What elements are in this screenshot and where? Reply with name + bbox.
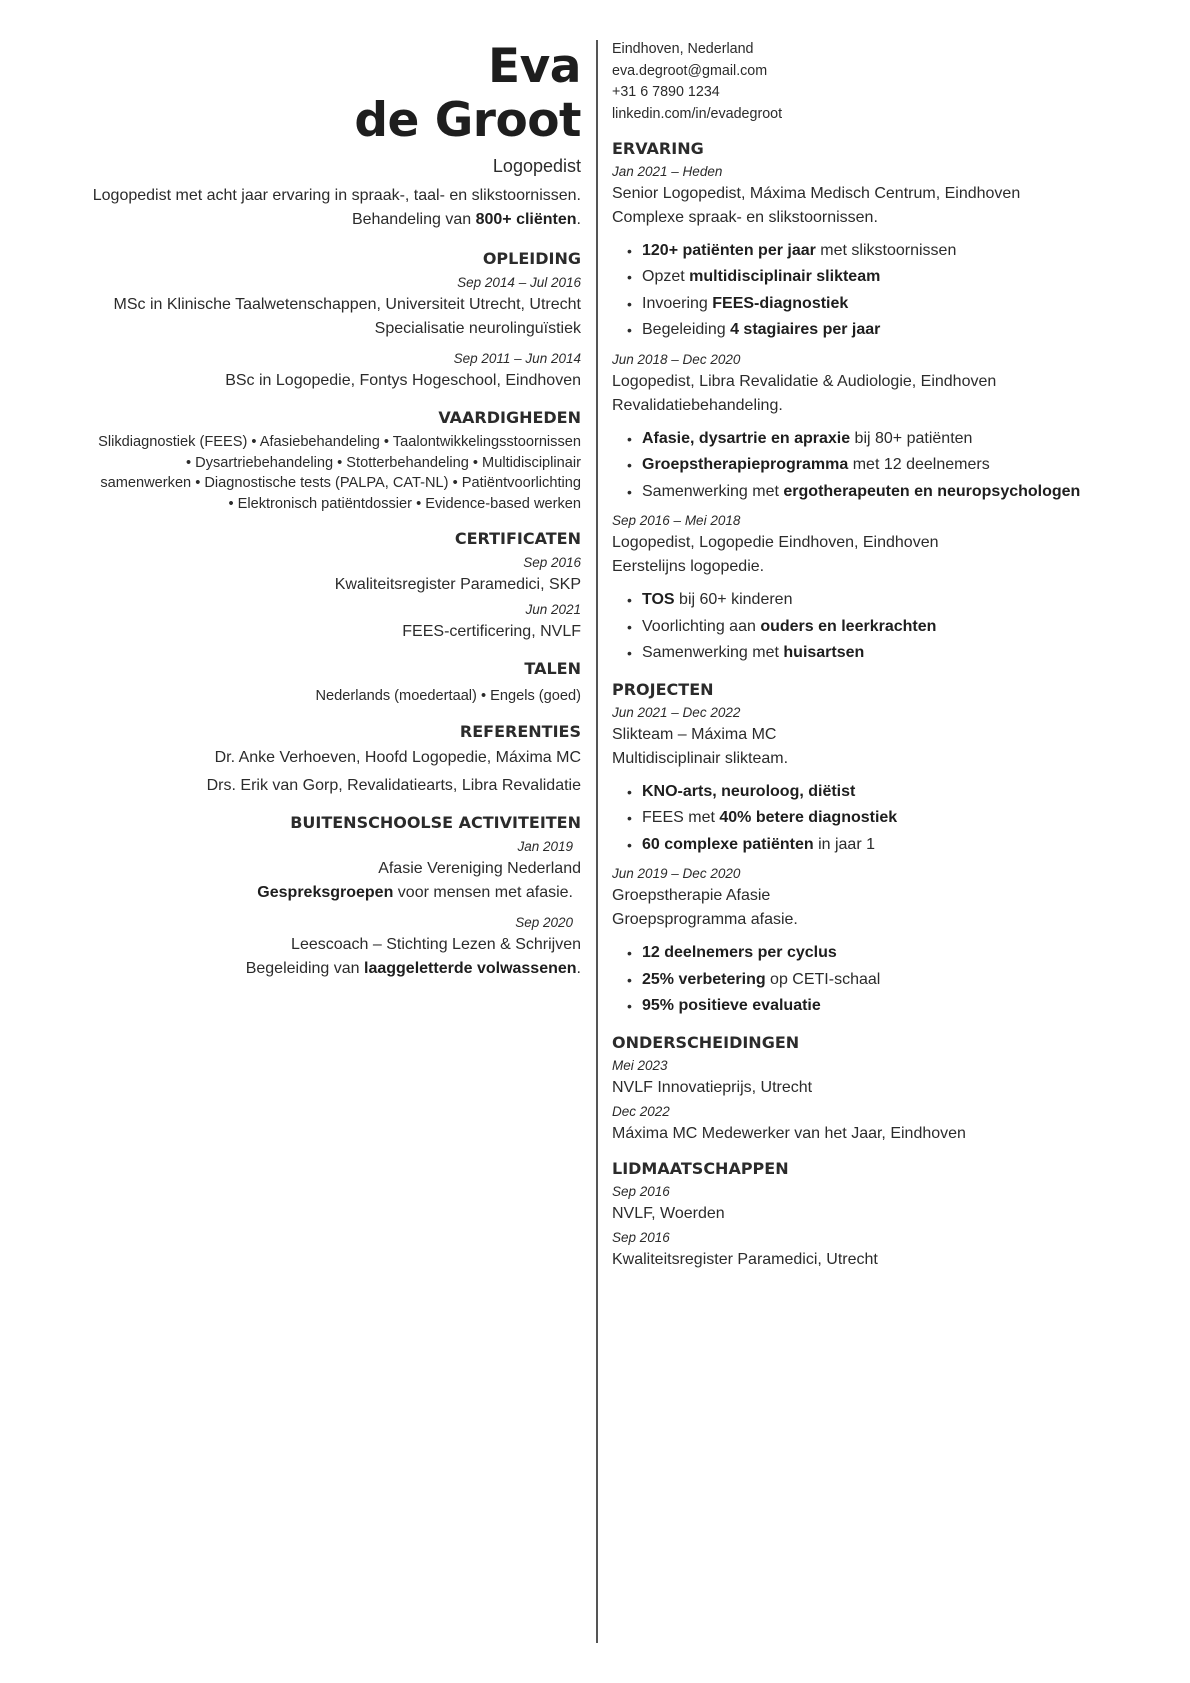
project-item [612, 703, 1172, 859]
contact-phone[interactable]: +31 6 7890 1234 [612, 84, 720, 101]
award-item [612, 1102, 1172, 1146]
reference-item: Dr. Anke Verhoeven, Hoofd Logopedie, Máxima MC [214, 748, 581, 766]
bullet-pre: Samenwerking met [642, 482, 784, 500]
bullet-item [612, 967, 1172, 994]
activity-desc-bold: Gespreksgroepen [257, 883, 394, 901]
experience-date: Sep 2016 – Mei 2018 [612, 513, 741, 529]
summary-highlight: 800+ cliënten [475, 211, 577, 228]
bullet-pre: Samenwerking met [642, 644, 784, 662]
skills-heading: VAARDIGHEDEN [438, 408, 581, 427]
certificate-item [40, 600, 581, 644]
bullet-post: met 12 deelnemers [848, 456, 990, 474]
bullet-item [612, 587, 1172, 614]
project-summary: Multidisciplinair slikteam. [612, 749, 789, 767]
bullet-item [612, 238, 1172, 265]
experience-item [612, 162, 1172, 344]
skills-line: • Elektronisch patiëntdossier • Evidence-based werken [228, 495, 581, 512]
certificates-heading: CERTIFICATEN [454, 529, 581, 548]
activity-item [40, 837, 581, 905]
bullet-bold: Afasie, dysartrie en apraxie [642, 429, 851, 447]
summary-end: . [576, 211, 581, 228]
first-name: Eva [488, 39, 581, 94]
bullet-pre: Invoering [642, 294, 713, 312]
languages-list: Nederlands (moedertaal) • Engels (goed) [315, 688, 581, 704]
bullet-bold: TOS [642, 591, 675, 609]
membership-name: Kwaliteitsregister Paramedici, Utrecht [612, 1250, 878, 1268]
skills-list [40, 432, 581, 514]
summary-text: Logopedist met acht jaar ervaring in spraak-, taal- en slikstoornissen. Behandeling van [92, 187, 581, 228]
right-column [612, 39, 1172, 1272]
activity-description [40, 957, 581, 981]
award-name: NVLF Innovatieprijs, Utrecht [612, 1078, 813, 1096]
bullet-bold: 12 deelnemers per cyclus [642, 944, 837, 962]
bullet-bold: 95% positieve evaluatie [642, 997, 821, 1015]
certificate-item [40, 553, 581, 597]
education-degree: MSc in Klinische Taalwetenschappen, Universiteit Utrecht, Utrecht [113, 296, 581, 313]
bullet-pre: Begeleiding [642, 321, 731, 339]
education-item [40, 273, 581, 341]
education-date: Sep 2014 – Jul 2016 [457, 275, 581, 290]
candidate-name [40, 40, 581, 148]
experience-item [612, 350, 1172, 506]
experience-date: Jan 2021 – Heden [612, 163, 723, 179]
membership-item [612, 1182, 1172, 1226]
project-name: Slikteam – Máxima MC [612, 725, 777, 743]
last-name: de Groot [354, 93, 581, 148]
membership-item [612, 1228, 1172, 1272]
bullet-item [612, 940, 1172, 967]
membership-date: Sep 2016 [612, 1229, 670, 1245]
bullet-item [612, 640, 1172, 667]
activity-date: Jan 2019 [517, 838, 573, 854]
awards-heading: ONDERSCHEIDINGEN [612, 1032, 800, 1052]
award-date: Dec 2022 [612, 1103, 670, 1119]
bullet-item [612, 291, 1172, 318]
experience-role: Logopedist, Logopedie Eindhoven, Eindhoven [612, 534, 939, 552]
profile-summary [40, 184, 581, 232]
bullet-item [612, 479, 1172, 506]
bullet-item [612, 426, 1172, 453]
skills-line: • Dysartriebehandeling • Stotterbehandeling • Multidisciplinair [186, 454, 581, 471]
bullet-post: met slikstoornissen [815, 241, 957, 259]
bullet-post: bij 60+ kinderen [674, 591, 793, 609]
skills-line: samenwerken • Diagnostische tests (PALPA, CAT-NL) • Patiëntvoorlichting [100, 475, 581, 491]
certificate-name: FEES-certificering, NVLF [402, 623, 581, 640]
bullet-item [612, 993, 1172, 1020]
reference-item: Drs. Erik van Gorp, Revalidatiearts, Libra Revalidatie [206, 776, 581, 794]
experience-item [612, 511, 1172, 667]
experience-role: Logopedist, Libra Revalidatie & Audiologie, Eindhoven [612, 372, 997, 390]
education-item [40, 349, 581, 393]
experience-summary: Revalidatiebehandeling. [612, 396, 783, 414]
experience-bullets [612, 238, 1172, 344]
activities-heading: BUITENSCHOOLSE ACTIVITEITEN [290, 812, 581, 832]
contact-linkedin[interactable]: linkedin.com/in/evadegroot [612, 106, 783, 123]
education-heading: OPLEIDING [482, 249, 581, 268]
award-date: Mei 2023 [612, 1057, 668, 1073]
experience-heading: ERVARING [612, 138, 704, 158]
bullet-bold: ouders en leerkrachten [760, 617, 937, 635]
project-name: Groepstherapie Afasie [612, 887, 771, 905]
bullet-bold: huisartsen [783, 644, 865, 662]
bullet-bold: FEES-diagnostiek [712, 294, 849, 312]
project-item [612, 864, 1172, 1020]
bullet-bold: multidisciplinair slikteam [689, 268, 881, 286]
membership-name: NVLF, Woerden [612, 1204, 725, 1222]
bullet-post: in jaar 1 [813, 835, 875, 853]
award-name: Máxima MC Medewerker van het Jaar, Eindhoven [612, 1124, 966, 1142]
membership-date: Sep 2016 [612, 1183, 670, 1199]
project-summary: Groepsprogramma afasie. [612, 911, 798, 929]
experience-date: Jun 2018 – Dec 2020 [612, 351, 741, 367]
certificate-name: Kwaliteitsregister Paramedici, SKP [334, 576, 581, 593]
activity-name: Leescoach – Stichting Lezen & Schrijven [291, 935, 581, 953]
contact-location: Eindhoven, Nederland [612, 41, 754, 57]
bullet-item [612, 832, 1172, 859]
left-column [40, 40, 581, 981]
job-title: Logopedist [492, 156, 581, 176]
experience-summary: Complexe spraak- en slikstoornissen. [612, 208, 878, 226]
bullet-item [612, 779, 1172, 806]
references-heading: REFERENTIES [459, 721, 581, 741]
activity-description [40, 881, 581, 905]
bullet-item [612, 317, 1172, 344]
project-bullets [612, 940, 1172, 1020]
bullet-item [612, 452, 1172, 479]
experience-role: Senior Logopedist, Máxima Medisch Centrum, Eindhoven [612, 184, 1021, 202]
contact-block [612, 39, 1172, 126]
bullet-bold: 4 stagiaires per jaar [730, 321, 881, 339]
experience-summary: Eerstelijns logopedie. [612, 558, 765, 576]
education-date: Sep 2011 – Jun 2014 [453, 351, 581, 366]
bullet-bold: Groepstherapieprogramma [642, 456, 849, 474]
experience-bullets [612, 587, 1172, 667]
education-detail: Specialisatie neurolinguïstiek [374, 320, 581, 337]
languages-heading: TALEN [524, 659, 581, 678]
activity-desc-bold: laaggeletterde volwassenen [364, 959, 577, 977]
bullet-bold: 40% betere diagnostiek [719, 809, 898, 827]
contact-email[interactable]: eva.degroot@gmail.com [612, 62, 768, 79]
activity-name: Afasie Vereniging Nederland [378, 859, 581, 877]
bullet-pre: FEES met [642, 809, 720, 827]
bullet-item [612, 805, 1172, 832]
skills-line: Slikdiagnostiek (FEES) • Afasiebehandeling • Taalontwikkelingsstoornissen [98, 434, 581, 450]
bullet-item [612, 614, 1172, 641]
certificate-date: Jun 2021 [525, 602, 581, 617]
project-date: Jun 2021 – Dec 2022 [612, 704, 741, 720]
activity-desc-end: . [576, 959, 581, 977]
project-bullets [612, 779, 1172, 859]
experience-bullets [612, 426, 1172, 506]
bullet-post: op CETI-schaal [765, 970, 881, 988]
bullet-bold: 60 complexe patiënten [642, 835, 814, 853]
bullet-bold: KNO-arts, neuroloog, diëtist [642, 782, 856, 800]
certificate-date: Sep 2016 [523, 555, 581, 570]
bullet-bold: 120+ patiënten per jaar [642, 241, 816, 259]
bullet-bold: ergotherapeuten en neuropsychologen [783, 482, 1081, 500]
column-divider [596, 40, 598, 1643]
activity-desc-pre: Begeleiding van [245, 959, 365, 977]
education-degree: BSc in Logopedie, Fontys Hogeschool, Eindhoven [225, 372, 581, 389]
project-date: Jun 2019 – Dec 2020 [612, 866, 741, 882]
bullet-item [612, 264, 1172, 291]
bullet-pre: Voorlichting aan [642, 617, 761, 635]
projects-heading: PROJECTEN [612, 679, 714, 699]
award-item [612, 1056, 1172, 1100]
activity-desc-rest: voor mensen met afasie. [393, 883, 573, 901]
bullet-post: bij 80+ patiënten [850, 429, 973, 447]
bullet-bold: 25% verbetering [642, 970, 766, 988]
memberships-heading: LIDMAATSCHAPPEN [612, 1158, 789, 1178]
activity-item [40, 913, 581, 981]
bullet-pre: Opzet [642, 268, 690, 286]
activity-date: Sep 2020 [515, 914, 573, 930]
